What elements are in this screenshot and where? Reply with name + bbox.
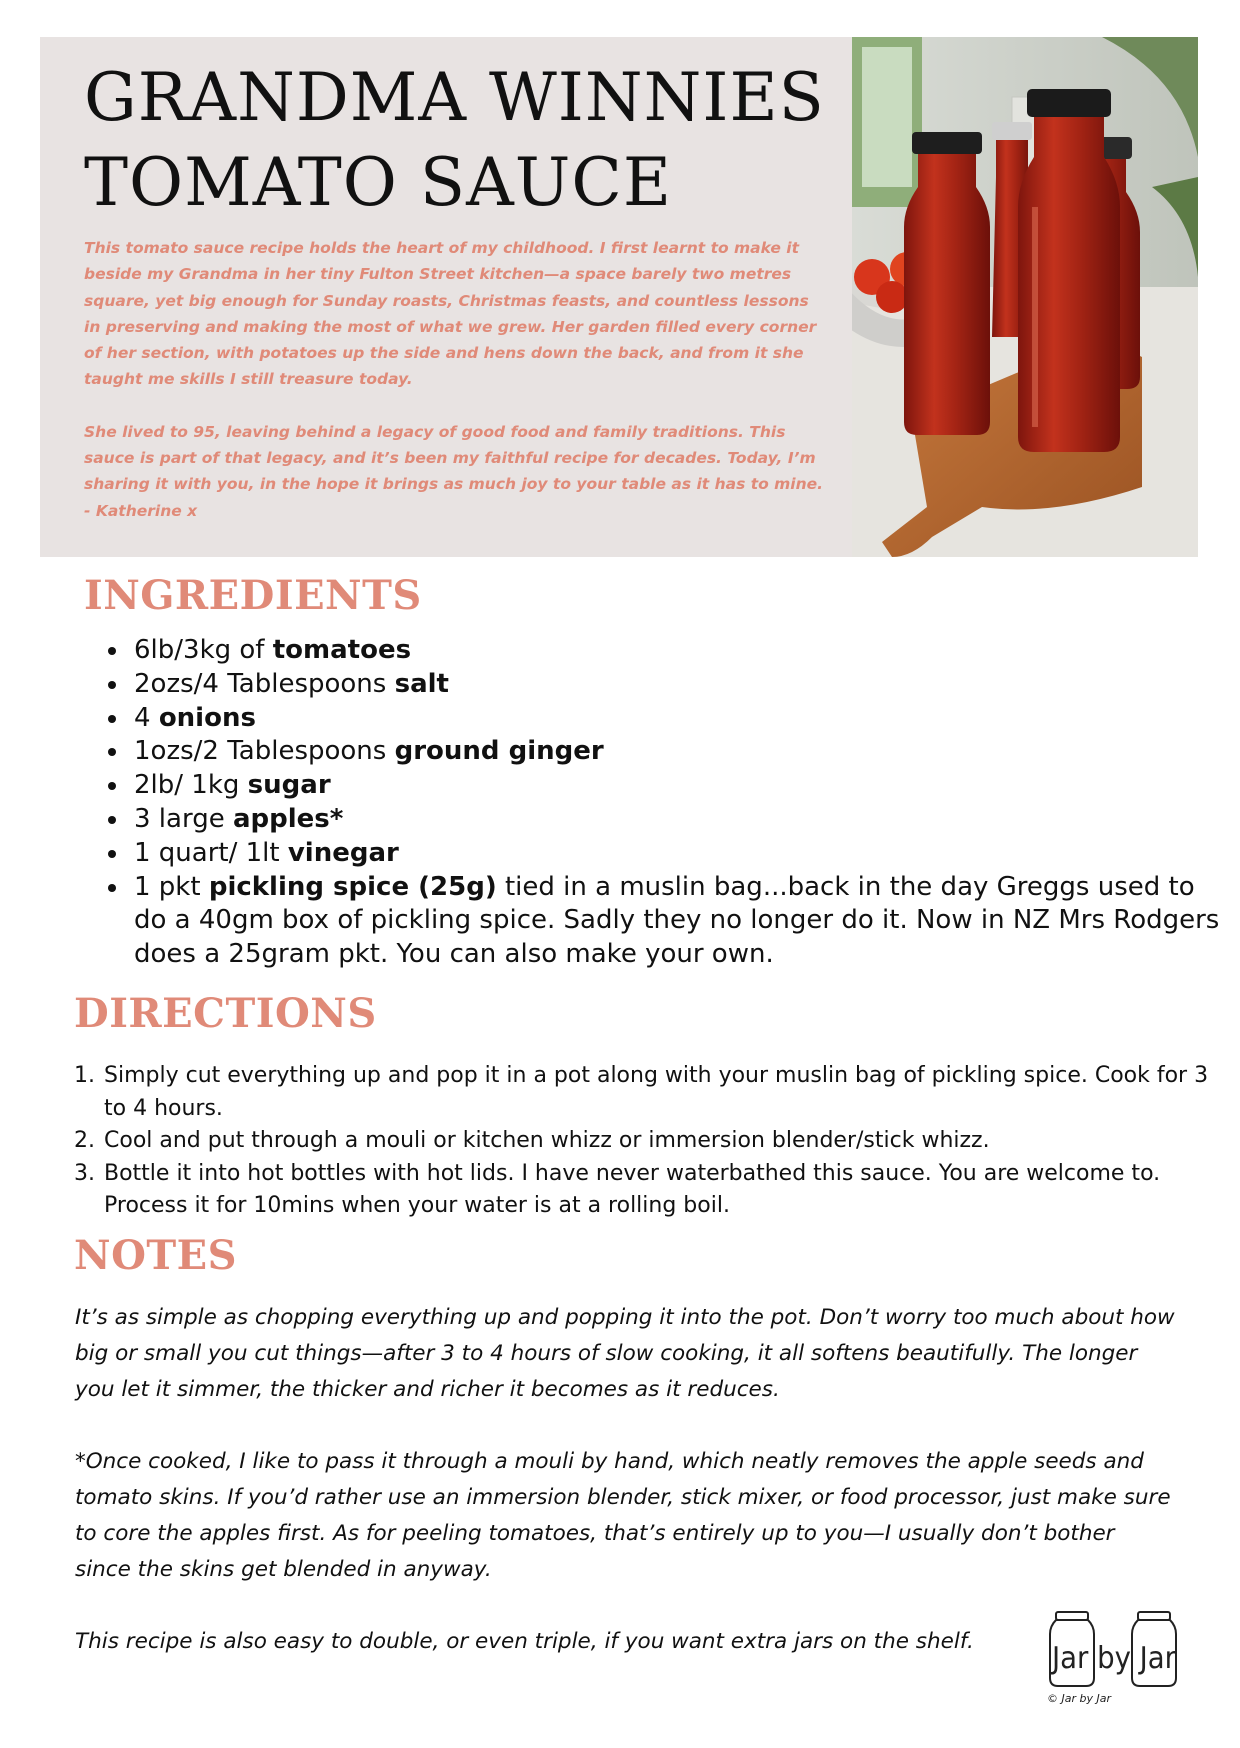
intro-paragraph-1: This tomato sauce recipe holds the heart of my childhood. I first learnt to make it beside my Grandma in her tiny Fulton Street kitchen—a space barely two metres square, yet big enough for Sunday roasts, Christmas feasts, and countless lessons in preserving and making the most of what we grew. Her garden filled every corner of her section, with potatoes up the side and hens down the back, and from it she taught me skills I still treasure today.	[84, 239, 817, 389]
ingredient-item: • 4 onions	[130, 702, 1240, 736]
ingredients-list	[85, 634, 1240, 972]
copyright-text: © Jar by Jar	[1047, 1692, 1111, 1705]
notes-paragraph-1: It’s as simple as chopping everything up and popping it into the pot. Don’t worry too much about how big or small you cut things—after 3 to 4 hours of slow cooking, it all softens beautifully. The longer you let it simmer, the thicker and richer it becomes as it reduces.	[75, 1305, 1175, 1402]
recipe-title	[84, 55, 825, 225]
ingredient-item: • 3 large apples*	[130, 803, 1240, 837]
jar-by-jar-logo	[1048, 1610, 1180, 1705]
title-line-1: GRANDMA WINNIES	[84, 59, 825, 136]
notes-text	[75, 1300, 1175, 1660]
intro-paragraph-2-text: She lived to 95, leaving behind a legacy of good food and family traditions. This sauce is part of that legacy, and it’s been my faithful recipe for decades. Today, I’m sharing it with you, in the hope it brings as much joy to your table as it has to mine.	[84, 422, 824, 494]
ingredient-item: • 2lb/ 1kg sugar	[130, 769, 1240, 803]
directions-list	[74, 1060, 1232, 1223]
ingredient-item: • 2ozs/4 Tablespoons salt	[130, 668, 1240, 702]
title-line-2: TOMATO SAUCE	[84, 144, 673, 221]
intro-paragraph-2	[84, 419, 824, 524]
direction-step: 2. Cool and put through a mouli or kitchen whizz or immersion blender/stick whizz.	[102, 1125, 1232, 1158]
direction-step: 1. Simply cut everything up and pop it in a pot along with your muslin bag of pickling spice. Cook for 3 to 4 hours.	[102, 1060, 1232, 1125]
intro-signature: - Katherine x	[84, 501, 198, 520]
ingredient-item: • 1ozs/2 Tablespoons ground ginger	[130, 735, 1240, 769]
sauce-bottles-photo	[852, 37, 1198, 557]
notes-paragraph-3: This recipe is also easy to double, or even triple, if you want extra jars on the shelf.	[75, 1629, 974, 1654]
notes-heading: NOTES	[74, 1232, 238, 1279]
ingredients-heading: INGREDIENTS	[84, 572, 422, 619]
sauce-bottles-image	[852, 37, 1198, 557]
recipe-header	[40, 37, 1198, 557]
directions-heading: DIRECTIONS	[74, 990, 377, 1037]
notes-paragraph-2: *Once cooked, I like to pass it through a mouli by hand, which neatly removes the apple seeds and tomato skins. If you’d rather use an immersion blender, stick mixer, or food processor, just make sure to core the apples first. As for peeling tomatoes, that’s entirely up to you—I usually don’t bother since the skins get blended in anyway.	[75, 1449, 1171, 1582]
jar-icon	[1048, 1610, 1180, 1690]
ingredient-item: • 1 quart/ 1lt vinegar	[130, 837, 1240, 871]
intro-text	[84, 235, 824, 524]
logo-text: Jar by Jar	[1050, 1641, 1177, 1676]
ingredient-item: • 6lb/3kg of tomatoes	[130, 634, 1240, 668]
direction-step: 3. Bottle it into hot bottles with hot lids. I have never waterbathed this sauce. You are welcome to. Process it for 10mins when your water is at a rolling boil.	[102, 1158, 1232, 1223]
ingredient-item: • 1 pkt pickling spice (25g) tied in a muslin bag...back in the day Greggs used to do a 40gm box of pickling spice. Sadly they no longer do it. Now in NZ Mrs Rodgers does a 25gram pkt. You can also make your own.	[130, 871, 1240, 972]
